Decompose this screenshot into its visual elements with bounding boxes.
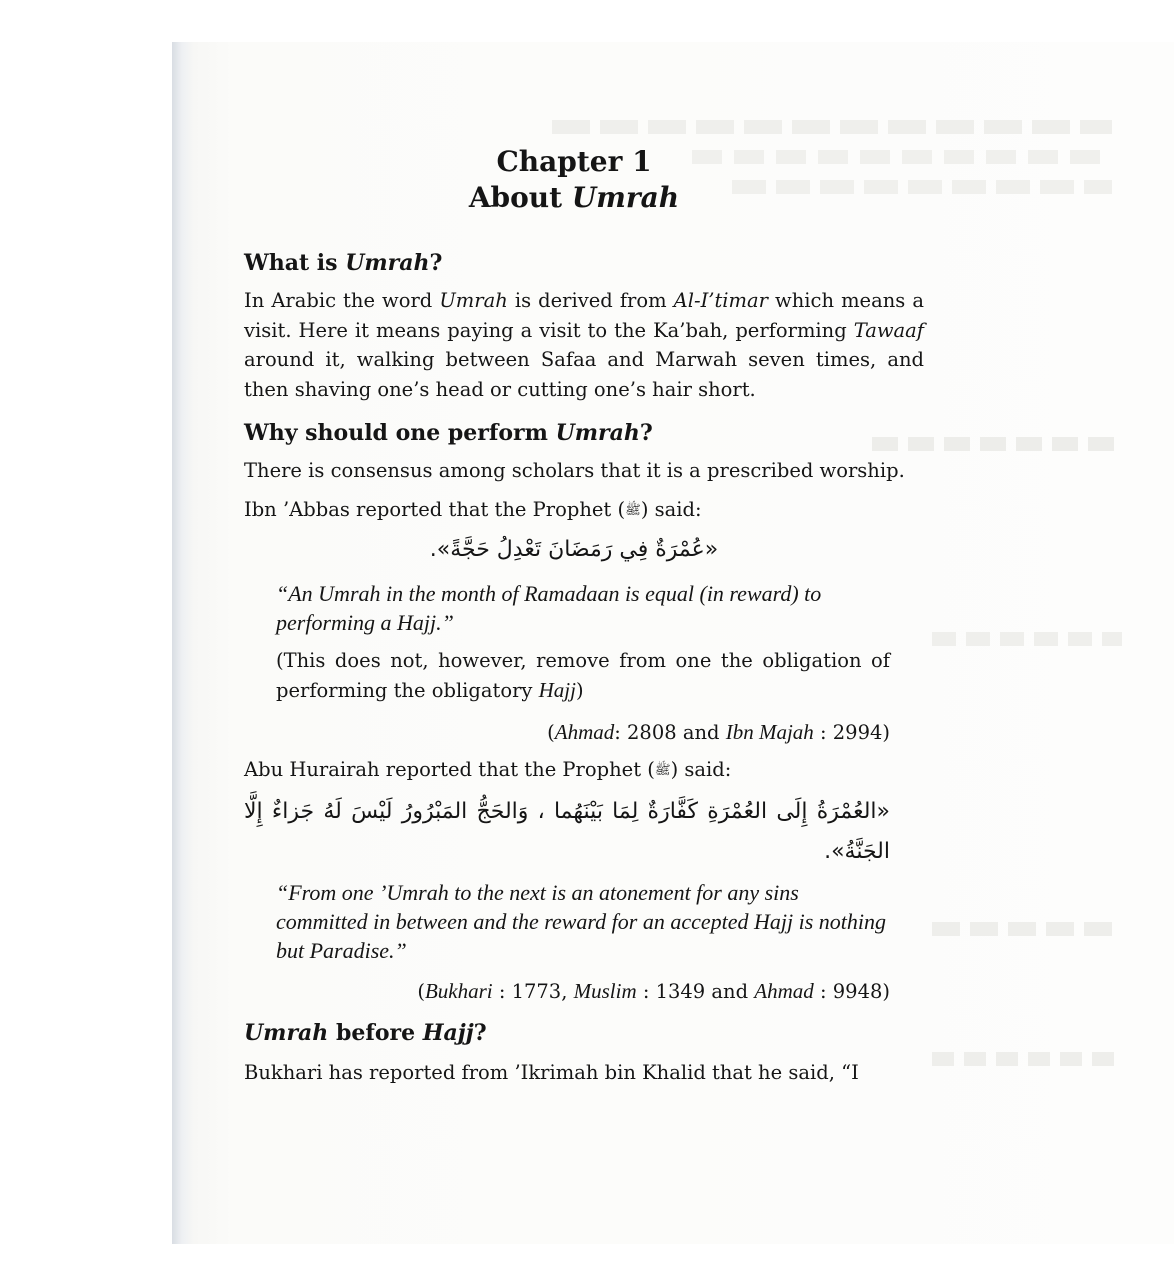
hadith-1-arabic: «عُمْرَةٌ فِي رَمَضَانَ تَعْدِلُ حَجَّةً». [429, 537, 719, 562]
hadith-1-intro: Ibn ’Abbas reported that the Prophet (ﷺ) said: [244, 497, 702, 521]
pbuh-glyph: ﷺ [625, 502, 641, 518]
chapter-header [224, 144, 924, 216]
book-page [172, 42, 1174, 1244]
page-content [244, 142, 924, 1087]
chapter-title: About Umrah [468, 181, 680, 214]
hadith-2-reference: (Bukhari : 1773, Muslim : 1349 and Ahmad : 9948) [417, 978, 890, 1003]
hadith-2-intro: Abu Hurairah reported that the Prophet (ﷺ) said: [244, 758, 732, 781]
bleed-through-line [932, 1052, 1122, 1066]
section-heading-why-perform: Why should one perform Umrah? [244, 420, 653, 446]
section-heading-what-is-umrah: What is Umrah? [244, 250, 443, 276]
chapter-number: Chapter 1 [496, 145, 652, 178]
paragraph-bukhari-report: Bukhari has reported from ’Ikrimah bin Khalid that he said, “I [244, 1060, 859, 1084]
hadith-2-translation: “From one ’Umrah to the next is an atonement for any sins committed in between and the reward for an accepted Hajj is nothing but Paradise.” [276, 879, 886, 963]
pbuh-glyph: ﷺ [654, 763, 671, 778]
paragraph-definition: In Arabic the word Umrah is derived from Al-I’timar which means a visit. Here it means paying a visit to the Ka’bah, performing Tawaaf around it, walking between Safaa and Marwah seven times, and then shaving one’s head or cutting one’s hair short. [244, 289, 924, 401]
section-heading-umrah-before-hajj: Umrah before Hajj? [244, 1019, 487, 1046]
hadith-2-arabic: «العُمْرَةُ إِلَى العُمْرَةِ كَفَّارَةٌ لِمَا بَيْنَهُما ، وَالحَجُّ المَبْرُورُ لَيْسَ لَهُ جَزاءٌ إِلَّا الجَنَّةُ». [244, 798, 890, 864]
paragraph-consensus: There is consensus among scholars that it is a prescribed worship. [244, 459, 905, 482]
bleed-through-line [932, 632, 1122, 646]
hadith-1-translation: “An Umrah in the month of Ramadaan is equal (in reward) to performing a Hajj.” [276, 581, 822, 635]
hadith-1-note: (This does not, however, remove from one the obligation of performing the obligatory Hajj) [276, 649, 890, 702]
bleed-through-line [552, 120, 1112, 134]
chapter-title-italic: Umrah [571, 181, 680, 214]
hadith-1-reference: (Ahmad: 2808 and Ibn Majah : 2994) [547, 720, 890, 744]
bleed-through-line [932, 922, 1122, 936]
